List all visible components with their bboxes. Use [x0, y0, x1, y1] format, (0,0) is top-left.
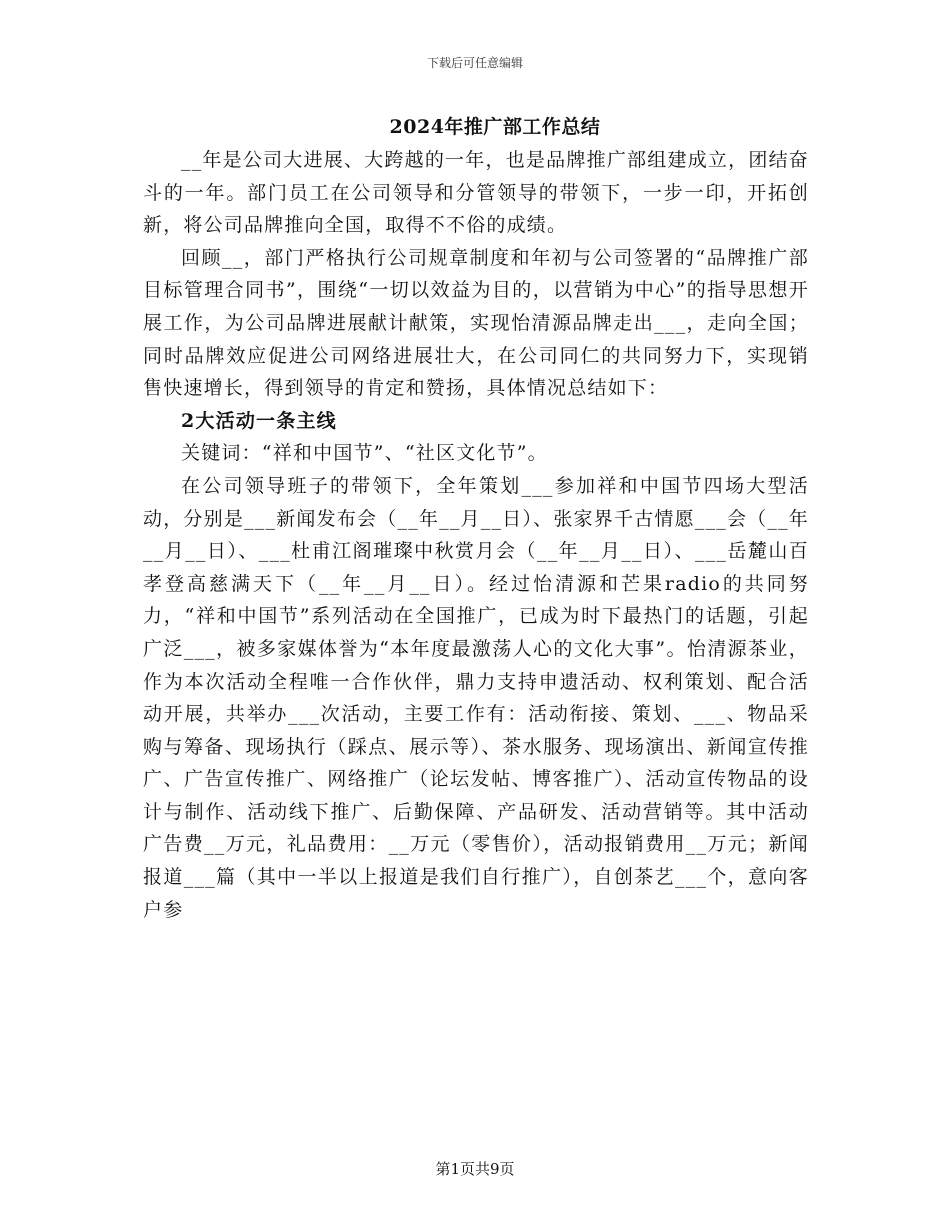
page-header-note: 下载后可任意编辑: [426, 56, 523, 70]
paragraph-activities: 在公司领导班子的带领下，全年策划___参加祥和中国节四场大型活动，分别是___新闻发布会（__年__月__日）、张家界千古情愿___会（__年__月__日）、___杜甫江阁璀璨中秋赏月会（__年__月__日）、___岳麓山百孝登高慈满天下（__年__月__日）。经过怡清源和芒果radio的共同努力，“祥和中国节”系列活动在全国推广，已成为时下最热门的话题，引起广泛___，被多家媒体誉为“本年度最激荡人心的文化大事”。怡清源茶业，作为本次活动全程唯一合作伙伴，鼎力支持申遗活动、权利策划、配合活动开展，共举办___次活动，主要工作有：活动衔接、策划、___、物品采购与筹备、现场执行（踩点、展示等）、茶水服务、现场演出、新闻宣传推广、广告宣传推广、网络推广（论坛发帖、博客推广）、活动宣传物品的设计与制作、活动线下推广、后勤保障、产品研发、活动营销等。其中活动广告费__万元，礼品费用：__万元（零售价），活动报销费用__万元；新闻报道___篇（其中一半以上报道是我们自行推广），自创茶艺___个，意向客户参: [143, 474, 809, 921]
paragraph-keywords: 关键词：“祥和中国节”、“社区文化节”。: [181, 442, 548, 465]
page-number: 第1页共9页: [435, 1160, 515, 1178]
section-heading: 2大活动一条主线: [181, 409, 337, 432]
document-title: 2024年推广部工作总结: [389, 116, 601, 138]
document-body: [143, 144, 809, 926]
paragraph-intro: __年是公司大进展、大跨越的一年，也是品牌推广部组建成立，团结奋斗的一年。部门员工在公司领导和分管领导的带领下，一步一印，开拓创新，将公司品牌推向全国，取得不不俗的成绩。: [143, 149, 809, 237]
paragraph-review: 回顾__，部门严格执行公司规章制度和年初与公司签署的“品牌推广部目标管理合同书”，围绕“一切以效益为目的，以营销为中心”的指导思想开展工作，为公司品牌进展献计献策，实现怡清源品牌走出___，走向全国；同时品牌效应促进公司网络进展壮大，在公司同仁的共同努力下，实现销售快速增长，得到领导的肯定和赞扬，具体情况总结如下：: [143, 246, 809, 400]
